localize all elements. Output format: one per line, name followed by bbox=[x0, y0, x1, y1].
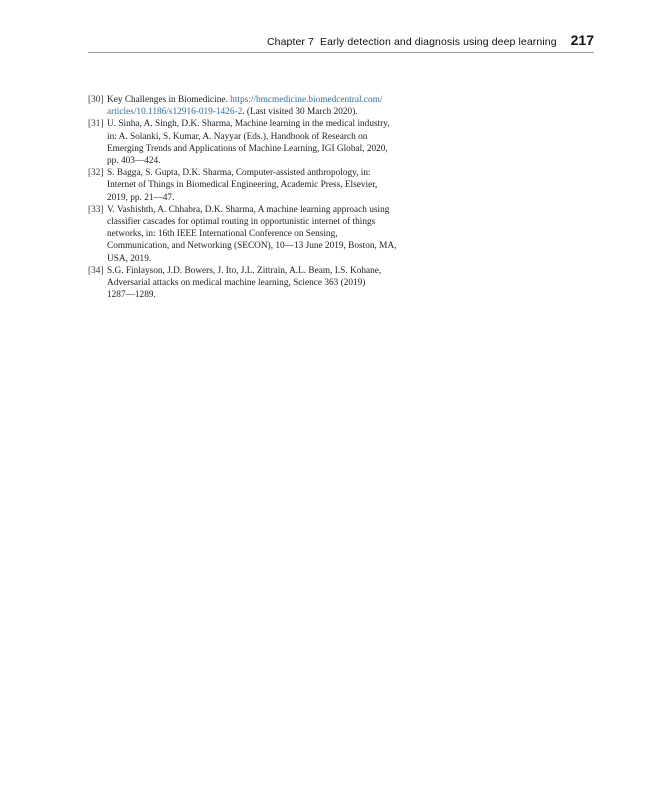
reference-line: U. Sinha, A. Singh, D.K. Sharma, Machine learning in the medical industry, bbox=[107, 119, 390, 130]
reference-number: [32] bbox=[88, 168, 104, 179]
reference-number: [33] bbox=[88, 204, 104, 215]
reference-item bbox=[88, 118, 448, 167]
reference-item bbox=[88, 204, 448, 265]
reference-line: Emerging Trends and Applications of Machine Learning, IGI Global, 2020, bbox=[107, 143, 388, 154]
reference-link[interactable]: https://bmcmedicine.biomedcentral.com/ bbox=[230, 95, 383, 105]
reference-text-segment: . (Last visited 30 March 2020). bbox=[242, 107, 358, 118]
reference-line: networks, in: 16th IEEE International Conference on Sensing, bbox=[107, 229, 338, 240]
reference-line bbox=[107, 107, 358, 117]
running-head bbox=[88, 30, 594, 53]
reference-line: Communication, and Networking (SECON), 10—13 June 2019, Boston, MA, bbox=[107, 241, 397, 252]
reference-item bbox=[88, 94, 448, 118]
chapter-title: Early detection and diagnosis using deep learning bbox=[319, 36, 557, 48]
chapter-number: Chapter 7 bbox=[266, 36, 314, 48]
reference-item bbox=[88, 265, 448, 302]
reference-line: S. Bagga, S. Gupta, D.K. Sharma, Computer-assisted anthropology, in: bbox=[107, 168, 371, 179]
reference-text-segment: Key Challenges in Biomedicine. bbox=[107, 95, 231, 105]
reference-text bbox=[107, 167, 448, 204]
reference-line: S.G. Finlayson, J.D. Bowers, J. Ito, J.L. Zittrain, A.L. Beam, I.S. Kohane, bbox=[107, 265, 382, 276]
reference-line: in: A. Solanki, S. Kumar, A. Nayyar (Eds.), Handbook of Research on bbox=[107, 131, 368, 142]
reference-text bbox=[107, 204, 448, 265]
reference-line: Adversarial attacks on medical machine learning, Science 363 (2019) bbox=[107, 278, 366, 289]
reference-number: [31] bbox=[88, 119, 104, 130]
reference-line: classifier cascades for optimal routing in opportunistic internet of things bbox=[107, 217, 376, 228]
reference-line: Internet of Things in Biomedical Engineering, Academic Press, Elsevier, bbox=[107, 180, 378, 191]
reference-item bbox=[88, 167, 448, 204]
reference-list bbox=[88, 94, 448, 301]
reference-line bbox=[107, 95, 383, 105]
reference-number: [30] bbox=[88, 95, 104, 105]
reference-text bbox=[107, 94, 448, 118]
reference-line: V. Vashishth, A. Chhabra, D.K. Sharma, A machine learning approach using bbox=[107, 204, 390, 215]
reference-text bbox=[107, 265, 448, 302]
reference-line: pp. 403—424. bbox=[107, 156, 161, 167]
page-number: 217 bbox=[570, 32, 594, 48]
reference-number: [34] bbox=[88, 265, 104, 276]
reference-line: 1287—1289. bbox=[107, 290, 156, 301]
reference-line: USA, 2019. bbox=[107, 253, 152, 264]
chapter-label bbox=[267, 36, 557, 48]
reference-text bbox=[107, 118, 448, 167]
reference-line: 2019, pp. 21—47. bbox=[107, 192, 175, 203]
reference-link[interactable]: articles/10.1186/s12916-019-1426-2 bbox=[107, 107, 243, 118]
